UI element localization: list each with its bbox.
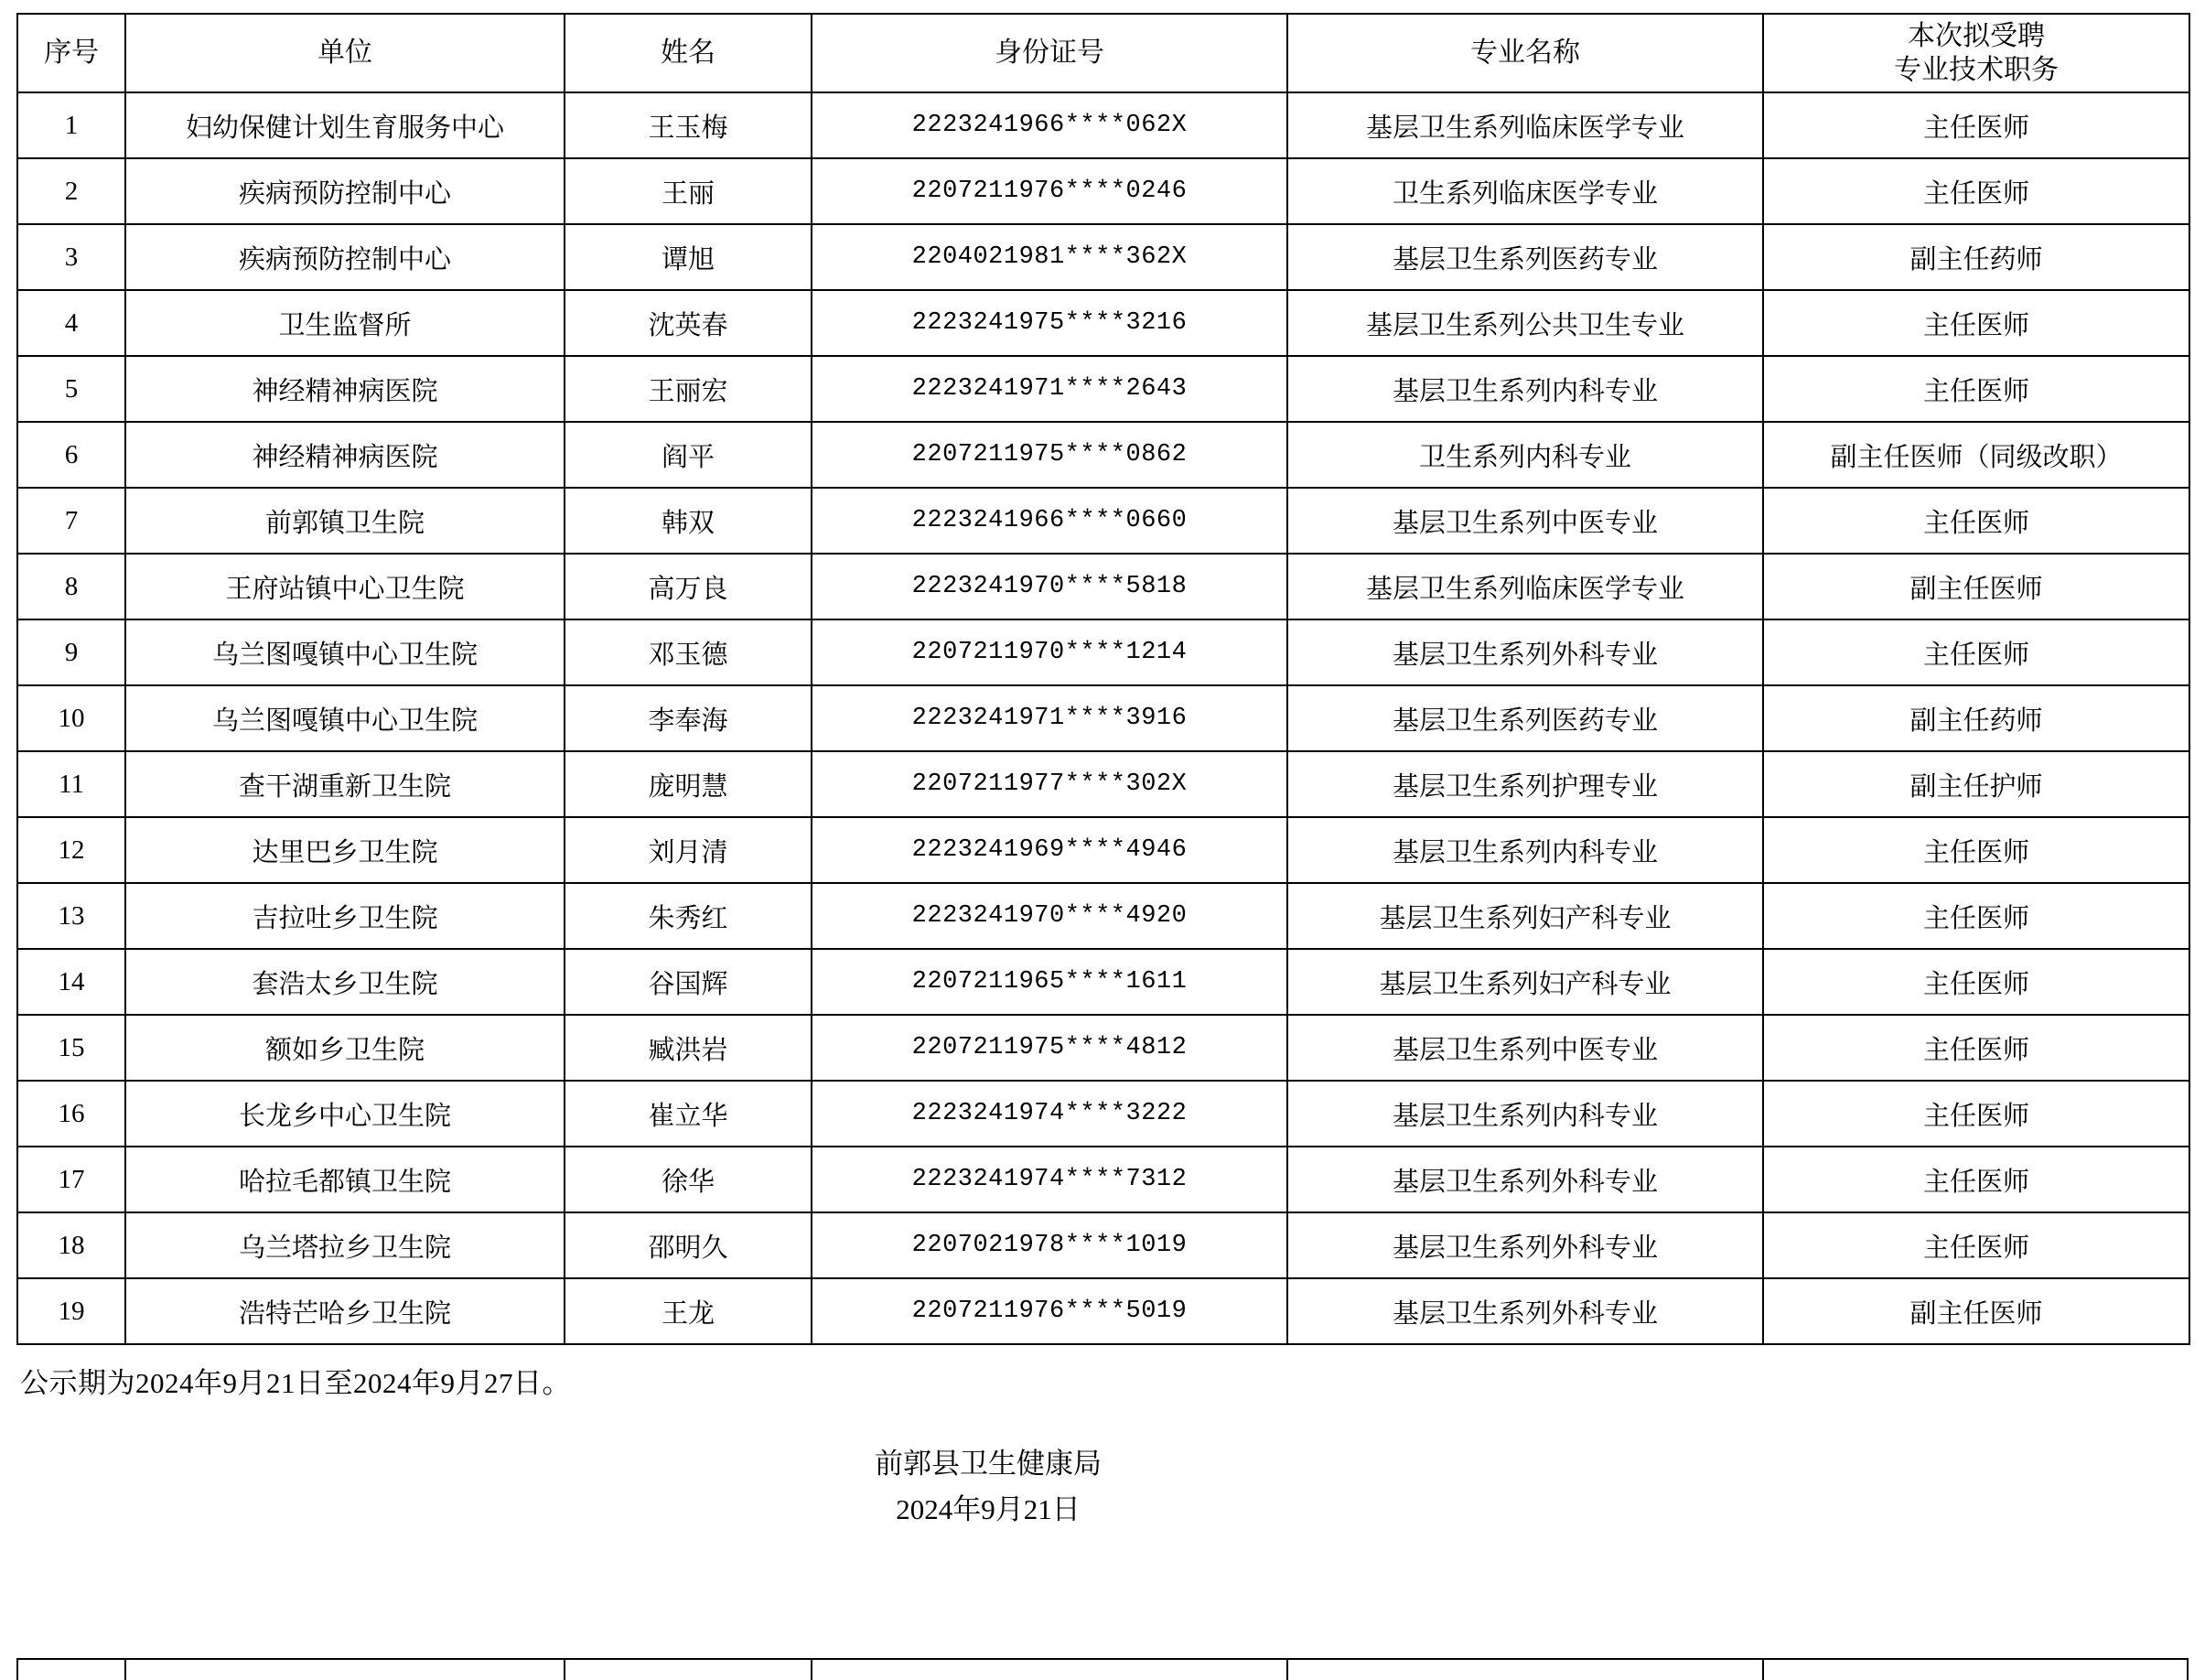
cell-name: 臧洪岩 [565, 1015, 812, 1081]
cell-major: 基层卫生系列中医专业 [1287, 488, 1763, 554]
cell-no: 17 [17, 1147, 125, 1212]
table-header [17, 14, 2189, 92]
cell-unit: 套浩太乡卫生院 [125, 949, 565, 1015]
cell-no: 2 [17, 158, 125, 224]
table-row [17, 158, 2189, 224]
cell-title: 主任医师 [1763, 883, 2189, 949]
cell-no: 18 [17, 1212, 125, 1278]
cell-id: 2204021981****362X [812, 224, 1287, 290]
table-row [17, 949, 2189, 1015]
cell-major: 基层卫生系列护理专业 [1287, 751, 1763, 817]
table-row [17, 1212, 2189, 1278]
strip-cell-title [1764, 1660, 2187, 1680]
cell-title: 副主任医师 [1763, 554, 2189, 619]
cell-name: 王龙 [565, 1278, 812, 1344]
cell-id: 2223241971****2643 [812, 356, 1287, 422]
cell-unit: 王府站镇中心卫生院 [125, 554, 565, 619]
cell-unit: 疾病预防控制中心 [125, 158, 565, 224]
cell-no: 5 [17, 356, 125, 422]
cell-no: 19 [17, 1278, 125, 1344]
cell-name: 王玉梅 [565, 92, 812, 158]
cell-no: 6 [17, 422, 125, 488]
cell-title: 主任医师 [1763, 1081, 2189, 1147]
table-row [17, 1278, 2189, 1344]
cell-id: 2207211976****0246 [812, 158, 1287, 224]
cell-unit: 卫生监督所 [125, 290, 565, 356]
cell-no: 14 [17, 949, 125, 1015]
table-row [17, 1147, 2189, 1212]
cell-unit: 神经精神病医院 [125, 422, 565, 488]
cell-title: 主任医师 [1763, 949, 2189, 1015]
cell-major: 基层卫生系列外科专业 [1287, 1212, 1763, 1278]
table-row [17, 685, 2189, 751]
cell-no: 7 [17, 488, 125, 554]
cell-major: 卫生系列临床医学专业 [1287, 158, 1763, 224]
cell-no: 10 [17, 685, 125, 751]
cell-name: 崔立华 [565, 1081, 812, 1147]
cell-id: 2223241974****3222 [812, 1081, 1287, 1147]
header-cell-title [1763, 14, 2189, 92]
cell-major: 基层卫生系列妇产科专业 [1287, 949, 1763, 1015]
cell-major: 基层卫生系列医药专业 [1287, 685, 1763, 751]
cell-major: 基层卫生系列临床医学专业 [1287, 554, 1763, 619]
cell-id: 2207211975****4812 [812, 1015, 1287, 1081]
signature-org: 前郭县卫生健康局 [875, 1448, 1102, 1480]
cell-unit: 哈拉毛都镇卫生院 [125, 1147, 565, 1212]
cell-major: 基层卫生系列内科专业 [1287, 1081, 1763, 1147]
cell-title: 副主任药师 [1763, 224, 2189, 290]
cell-id: 2207211977****302X [812, 751, 1287, 817]
cell-name: 沈英春 [565, 290, 812, 356]
table-row [17, 488, 2189, 554]
cell-no: 16 [17, 1081, 125, 1147]
cell-name: 阎平 [565, 422, 812, 488]
cell-no: 8 [17, 554, 125, 619]
cell-title: 副主任医师（同级改职） [1763, 422, 2189, 488]
cell-no: 4 [17, 290, 125, 356]
strip-cell-no [18, 1660, 126, 1680]
cell-name: 王丽宏 [565, 356, 812, 422]
cell-unit: 前郭镇卫生院 [125, 488, 565, 554]
cell-major: 基层卫生系列内科专业 [1287, 356, 1763, 422]
cell-name: 韩双 [565, 488, 812, 554]
cell-unit: 吉拉吐乡卫生院 [125, 883, 565, 949]
cell-major: 基层卫生系列中医专业 [1287, 1015, 1763, 1081]
cell-major: 基层卫生系列外科专业 [1287, 619, 1763, 685]
header-cell-no: 序号 [17, 14, 125, 92]
cell-unit: 妇幼保健计划生育服务中心 [125, 92, 565, 158]
cell-unit: 查干湖重新卫生院 [125, 751, 565, 817]
cell-major: 卫生系列内科专业 [1287, 422, 1763, 488]
notice-text: 公示期为2024年9月21日至2024年9月27日。 [20, 1367, 571, 1399]
cell-id: 2207211976****5019 [812, 1278, 1287, 1344]
cell-name: 徐华 [565, 1147, 812, 1212]
table-row [17, 224, 2189, 290]
cell-unit: 乌兰图嘎镇中心卫生院 [125, 685, 565, 751]
cell-title: 副主任药师 [1763, 685, 2189, 751]
cell-no: 15 [17, 1015, 125, 1081]
appointment-table [16, 13, 2190, 1345]
header-title-line2: 专业技术职务 [1894, 55, 2059, 85]
cell-major: 基层卫生系列医药专业 [1287, 224, 1763, 290]
cell-id: 2223241970****5818 [812, 554, 1287, 619]
cell-title: 主任医师 [1763, 619, 2189, 685]
cell-no: 3 [17, 224, 125, 290]
header-cell-name: 姓名 [565, 14, 812, 92]
table-row [17, 356, 2189, 422]
cell-name: 刘月清 [565, 817, 812, 883]
table-body [17, 92, 2189, 1344]
cell-major: 基层卫生系列外科专业 [1287, 1147, 1763, 1212]
cell-id: 2223241974****7312 [812, 1147, 1287, 1212]
table-row [17, 883, 2189, 949]
cell-title: 主任医师 [1763, 158, 2189, 224]
cell-title: 主任医师 [1763, 1015, 2189, 1081]
table-row [17, 92, 2189, 158]
header-cell-major: 专业名称 [1287, 14, 1763, 92]
cell-id: 2223241971****3916 [812, 685, 1287, 751]
cell-unit: 长龙乡中心卫生院 [125, 1081, 565, 1147]
strip-cell-name [565, 1660, 812, 1680]
cell-id: 2223241966****062X [812, 92, 1287, 158]
cell-title: 主任医师 [1763, 92, 2189, 158]
signature-block [16, 1441, 2189, 1532]
cell-major: 基层卫生系列临床医学专业 [1287, 92, 1763, 158]
cell-name: 朱秀红 [565, 883, 812, 949]
table-row [17, 1015, 2189, 1081]
cell-name: 谭旭 [565, 224, 812, 290]
cell-unit: 乌兰图嘎镇中心卫生院 [125, 619, 565, 685]
cell-unit: 额如乡卫生院 [125, 1015, 565, 1081]
cell-name: 李奉海 [565, 685, 812, 751]
cell-title: 主任医师 [1763, 817, 2189, 883]
cell-major: 基层卫生系列公共卫生专业 [1287, 290, 1763, 356]
cell-id: 2207211975****0862 [812, 422, 1287, 488]
cell-id: 2207021978****1019 [812, 1212, 1287, 1278]
table-header-row [17, 14, 2189, 92]
cell-title: 主任医师 [1763, 1147, 2189, 1212]
table-row [17, 619, 2189, 685]
cell-no: 11 [17, 751, 125, 817]
cell-major: 基层卫生系列外科专业 [1287, 1278, 1763, 1344]
cell-name: 庞明慧 [565, 751, 812, 817]
cell-id: 2207211970****1214 [812, 619, 1287, 685]
cell-id: 2223241975****3216 [812, 290, 1287, 356]
cell-id: 2223241970****4920 [812, 883, 1287, 949]
cell-no: 9 [17, 619, 125, 685]
cell-major: 基层卫生系列内科专业 [1287, 817, 1763, 883]
header-title-line1: 本次拟受聘 [1908, 20, 2045, 51]
cell-major: 基层卫生系列妇产科专业 [1287, 883, 1763, 949]
table-row [17, 422, 2189, 488]
cell-unit: 疾病预防控制中心 [125, 224, 565, 290]
cell-name: 高万良 [565, 554, 812, 619]
header-cell-id: 身份证号 [812, 14, 1287, 92]
strip-cell-unit [126, 1660, 565, 1680]
signature-date: 2024年9月21日 [896, 1492, 1081, 1525]
cell-unit: 神经精神病医院 [125, 356, 565, 422]
cell-name: 邵明久 [565, 1212, 812, 1278]
table-row [17, 554, 2189, 619]
cell-name: 邓玉德 [565, 619, 812, 685]
cell-unit: 浩特芒哈乡卫生院 [125, 1278, 565, 1344]
cell-unit: 达里巴乡卫生院 [125, 817, 565, 883]
cell-title: 主任医师 [1763, 356, 2189, 422]
cell-id: 2207211965****1611 [812, 949, 1287, 1015]
cell-title: 副主任护师 [1763, 751, 2189, 817]
cell-id: 2223241969****4946 [812, 817, 1287, 883]
cell-no: 12 [17, 817, 125, 883]
table-row [17, 290, 2189, 356]
strip-cell-major [1288, 1660, 1764, 1680]
strip-cell-id [812, 1660, 1288, 1680]
cell-name: 王丽 [565, 158, 812, 224]
cell-id: 2223241966****0660 [812, 488, 1287, 554]
cell-unit: 乌兰塔拉乡卫生院 [125, 1212, 565, 1278]
cell-no: 13 [17, 883, 125, 949]
header-cell-unit: 单位 [125, 14, 565, 92]
next-page-table-top-edge [16, 1658, 2189, 1680]
table-row [17, 751, 2189, 817]
cell-title: 主任医师 [1763, 488, 2189, 554]
cell-no: 1 [17, 92, 125, 158]
cell-title: 主任医师 [1763, 290, 2189, 356]
table-row [17, 1081, 2189, 1147]
cell-title: 主任医师 [1763, 1212, 2189, 1278]
table-row [17, 817, 2189, 883]
cell-name: 谷国辉 [565, 949, 812, 1015]
cell-title: 副主任医师 [1763, 1278, 2189, 1344]
